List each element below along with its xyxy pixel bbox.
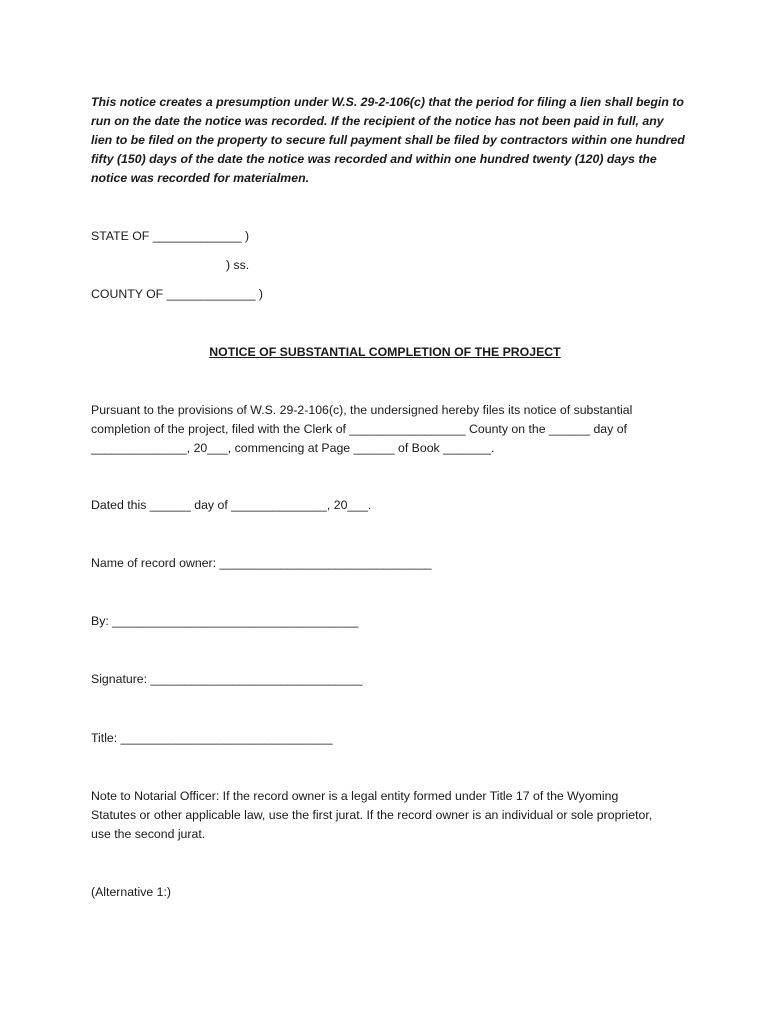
lien-presumption-notice: This notice creates a presumption under W.S. 29-2-106(c) that the period for filing a lien shall begin to run on the date the notice was recorded. If the recipient of the notice has not been paid in full, any lien to be filed on the property to secure full payment shall be filed by contractors within one hundred fifty (150) days of the date the notice was recorded and within one hundred twenty (120) days the notice was recorded for materialmen.	[91, 95, 685, 185]
by-line: By: ____________________________________	[91, 614, 359, 628]
ss-line: ) ss.	[226, 258, 250, 272]
record-owner-line: Name of record owner: _______________________________	[91, 556, 432, 570]
pursuant-paragraph: Pursuant to the provisions of W.S. 29-2-106(c), the undersigned hereby files its notice of substantial completion of the project, filed with the Clerk of _________________ County on the ______ day of ______________, 20___, commencing at Page ______ of Book _______.	[91, 403, 633, 455]
title-line: Title: _______________________________	[91, 731, 333, 745]
signature-line: Signature: _______________________________	[91, 672, 363, 686]
state-of-line: STATE OF _____________ )	[91, 229, 250, 243]
notarial-officer-note: Note to Notarial Officer: If the record owner is a legal entity formed under Title 17 of the Wyoming Statutes or other applicable law, use the first jurat. If the record owner is an individual or sole proprietor, use the second jurat.	[91, 789, 653, 841]
dated-line: Dated this ______ day of ______________, 20___.	[91, 498, 372, 512]
county-of-line: COUNTY OF _____________ )	[91, 287, 264, 301]
document-title: NOTICE OF SUBSTANTIAL COMPLETION OF THE PROJECT	[209, 345, 561, 359]
alternative-label: (Alternative 1:)	[91, 885, 171, 899]
